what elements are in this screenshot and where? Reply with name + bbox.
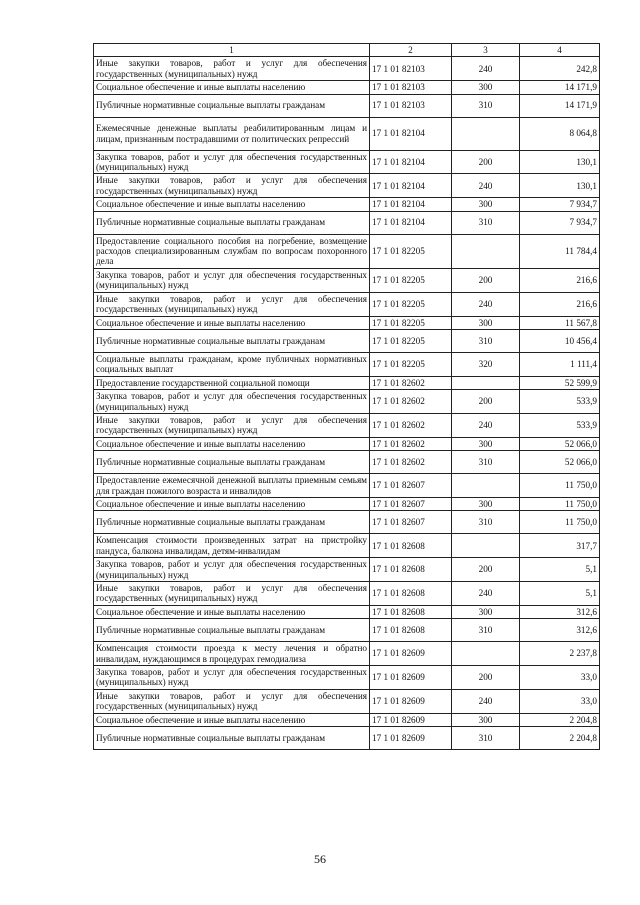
code-cell: 17 1 01 82608 [370,534,452,558]
description-cell: Компенсация стоимости произведенных затрат на пристройку пандуса, балкона инвалидам, детям-инвалидам [94,534,370,558]
expense-type-cell [452,234,520,268]
code-cell: 17 1 01 82609 [370,713,452,726]
expense-type-cell: 300 [452,497,520,510]
amount-cell: 533,9 [520,413,600,437]
description-cell: Компенсация стоимости проезда к месту лечения и обратно инвалидам, нуждающимся в процедурах гемодиализа [94,642,370,666]
amount-cell: 2 204,8 [520,727,600,750]
amount-cell: 130,1 [520,150,600,174]
amount-cell: 7 934,7 [520,211,600,234]
table-row [94,57,600,81]
expense-type-cell: 300 [452,81,520,94]
code-cell: 17 1 01 82607 [370,511,452,534]
expense-type-cell: 310 [452,511,520,534]
table-row [94,329,600,352]
table-row [94,605,600,618]
table-row [94,174,600,198]
code-cell: 17 1 01 82205 [370,329,452,352]
description-cell: Иные закупки товаров, работ и услуг для обеспечения государственных (муниципальных) нужд [94,582,370,606]
description-cell: Публичные нормативные социальные выплаты гражданам [94,211,370,234]
description-cell: Публичные нормативные социальные выплаты гражданам [94,451,370,474]
description-cell: Закупка товаров, работ и услуг для обеспечения государственных (муниципальных) нужд [94,268,370,292]
header-cell-1: 1 [94,44,370,57]
table-row [94,437,600,450]
expense-type-cell: 240 [452,174,520,198]
description-cell: Иные закупки товаров, работ и услуг для обеспечения государственных (муниципальных) нужд [94,292,370,316]
table-row [94,211,600,234]
amount-cell: 33,0 [520,689,600,713]
description-cell: Публичные нормативные социальные выплаты гражданам [94,619,370,642]
description-cell: Социальное обеспечение и иные выплаты населению [94,316,370,329]
table-row [94,582,600,606]
amount-cell: 5,1 [520,582,600,606]
table-row [94,292,600,316]
table-row [94,534,600,558]
amount-cell: 11 784,4 [520,234,600,268]
amount-cell: 2 237,8 [520,642,600,666]
amount-cell: 52 066,0 [520,451,600,474]
description-cell: Социальное обеспечение и иные выплаты населению [94,713,370,726]
code-cell: 17 1 01 82609 [370,727,452,750]
code-cell: 17 1 01 82602 [370,413,452,437]
budget-table [93,43,600,750]
description-cell: Предоставление государственной социальной помощи [94,376,370,389]
code-cell: 17 1 01 82602 [370,437,452,450]
code-cell: 17 1 01 82205 [370,352,452,376]
table-row [94,268,600,292]
amount-cell: 312,6 [520,605,600,618]
code-cell: 17 1 01 82609 [370,689,452,713]
code-cell: 17 1 01 82103 [370,94,452,117]
description-cell: Иные закупки товаров, работ и услуг для обеспечения государственных (муниципальных) нужд [94,689,370,713]
table-row [94,316,600,329]
description-cell: Социальное обеспечение и иные выплаты населению [94,81,370,94]
code-cell: 17 1 01 82205 [370,234,452,268]
code-cell: 17 1 01 82607 [370,474,452,498]
amount-cell: 317,7 [520,534,600,558]
expense-type-cell: 200 [452,390,520,414]
expense-type-cell: 300 [452,605,520,618]
expense-type-cell: 200 [452,150,520,174]
description-cell: Предоставление социального пособия на погребение, возмещение расходов специализированным службам по вопросам похоронного дела [94,234,370,268]
table-row [94,352,600,376]
table-row [94,642,600,666]
expense-type-cell [452,376,520,389]
code-cell: 17 1 01 82602 [370,451,452,474]
header-cell-4: 4 [520,44,600,57]
amount-cell: 7 934,7 [520,198,600,211]
amount-cell: 11 750,0 [520,511,600,534]
table-row [94,376,600,389]
description-cell: Социальное обеспечение и иные выплаты населению [94,605,370,618]
expense-type-cell: 200 [452,666,520,690]
amount-cell: 8 064,8 [520,117,600,150]
amount-cell: 33,0 [520,666,600,690]
amount-cell: 5,1 [520,558,600,582]
expense-type-cell [452,474,520,498]
expense-type-cell: 310 [452,211,520,234]
description-cell: Закупка товаров, работ и услуг для обеспечения государственных (муниципальных) нужд [94,150,370,174]
description-cell: Закупка товаров, работ и услуг для обеспечения государственных (муниципальных) нужд [94,666,370,690]
amount-cell: 216,6 [520,292,600,316]
code-cell: 17 1 01 82205 [370,268,452,292]
expense-type-cell: 300 [452,713,520,726]
expense-type-cell: 240 [452,582,520,606]
expense-type-cell [452,117,520,150]
header-row [94,44,600,57]
code-cell: 17 1 01 82103 [370,81,452,94]
table-row [94,727,600,750]
code-cell: 17 1 01 82608 [370,605,452,618]
expense-type-cell: 310 [452,727,520,750]
table-row [94,413,600,437]
page-number: 56 [314,852,326,866]
table-row [94,234,600,268]
expense-type-cell: 240 [452,413,520,437]
expense-type-cell: 300 [452,198,520,211]
table-row [94,474,600,498]
description-cell: Социальное обеспечение и иные выплаты населению [94,198,370,211]
table-row [94,666,600,690]
table-row [94,619,600,642]
table-row [94,689,600,713]
amount-cell: 242,8 [520,57,600,81]
amount-cell: 52 066,0 [520,437,600,450]
table-row [94,713,600,726]
amount-cell: 52 599,9 [520,376,600,389]
header-cell-3: 3 [452,44,520,57]
expense-type-cell: 300 [452,437,520,450]
code-cell: 17 1 01 82608 [370,558,452,582]
code-cell: 17 1 01 82609 [370,666,452,690]
amount-cell: 533,9 [520,390,600,414]
code-cell: 17 1 01 82602 [370,390,452,414]
table-row [94,150,600,174]
table-row [94,117,600,150]
code-cell: 17 1 01 82104 [370,211,452,234]
description-cell: Публичные нормативные социальные выплаты гражданам [94,94,370,117]
amount-cell: 14 171,9 [520,94,600,117]
description-cell: Ежемесячные денежные выплаты реабилитированным лицам и лицам, признанным пострадавшими от политических репрессий [94,117,370,150]
description-cell: Публичные нормативные социальные выплаты гражданам [94,329,370,352]
expense-type-cell: 200 [452,268,520,292]
expense-type-cell: 320 [452,352,520,376]
description-cell: Публичные нормативные социальные выплаты гражданам [94,727,370,750]
amount-cell: 11 750,0 [520,474,600,498]
code-cell: 17 1 01 82602 [370,376,452,389]
expense-type-cell: 310 [452,451,520,474]
code-cell: 17 1 01 82104 [370,150,452,174]
table-row [94,94,600,117]
description-cell: Социальные выплаты гражданам, кроме публичных нормативных социальных выплат [94,352,370,376]
code-cell: 17 1 01 82104 [370,198,452,211]
amount-cell: 216,6 [520,268,600,292]
description-cell: Предоставление ежемесячной денежной выплаты приемным семьям для граждан пожилого возраста и инвалидов [94,474,370,498]
amount-cell: 11 750,0 [520,497,600,510]
code-cell: 17 1 01 82205 [370,292,452,316]
code-cell: 17 1 01 82608 [370,619,452,642]
expense-type-cell [452,642,520,666]
table-row [94,497,600,510]
expense-type-cell: 310 [452,619,520,642]
table-row [94,558,600,582]
description-cell: Закупка товаров, работ и услуг для обеспечения государственных (муниципальных) нужд [94,558,370,582]
description-cell: Иные закупки товаров, работ и услуг для обеспечения государственных (муниципальных) нужд [94,174,370,198]
description-cell: Социальное обеспечение и иные выплаты населению [94,497,370,510]
expense-type-cell: 310 [452,94,520,117]
amount-cell: 1 111,4 [520,352,600,376]
amount-cell: 10 456,4 [520,329,600,352]
expense-type-cell: 310 [452,329,520,352]
description-cell: Социальное обеспечение и иные выплаты населению [94,437,370,450]
code-cell: 17 1 01 82205 [370,316,452,329]
code-cell: 17 1 01 82104 [370,174,452,198]
amount-cell: 312,6 [520,619,600,642]
code-cell: 17 1 01 82608 [370,582,452,606]
amount-cell: 11 567,8 [520,316,600,329]
amount-cell: 2 204,8 [520,713,600,726]
description-cell: Закупка товаров, работ и услуг для обеспечения государственных (муниципальных) нужд [94,390,370,414]
table-row [94,390,600,414]
table-row [94,81,600,94]
expense-type-cell: 200 [452,558,520,582]
header-cell-2: 2 [370,44,452,57]
description-cell: Иные закупки товаров, работ и услуг для обеспечения государственных (муниципальных) нужд [94,57,370,81]
table-row [94,511,600,534]
amount-cell: 14 171,9 [520,81,600,94]
expense-type-cell: 240 [452,57,520,81]
description-cell: Иные закупки товаров, работ и услуг для обеспечения государственных (муниципальных) нужд [94,413,370,437]
code-cell: 17 1 01 82104 [370,117,452,150]
table-body [94,44,600,750]
table-row [94,451,600,474]
description-cell: Публичные нормативные социальные выплаты гражданам [94,511,370,534]
expense-type-cell [452,534,520,558]
code-cell: 17 1 01 82609 [370,642,452,666]
expense-type-cell: 240 [452,292,520,316]
expense-type-cell: 240 [452,689,520,713]
code-cell: 17 1 01 82607 [370,497,452,510]
table-row [94,198,600,211]
code-cell: 17 1 01 82103 [370,57,452,81]
expense-type-cell: 300 [452,316,520,329]
amount-cell: 130,1 [520,174,600,198]
